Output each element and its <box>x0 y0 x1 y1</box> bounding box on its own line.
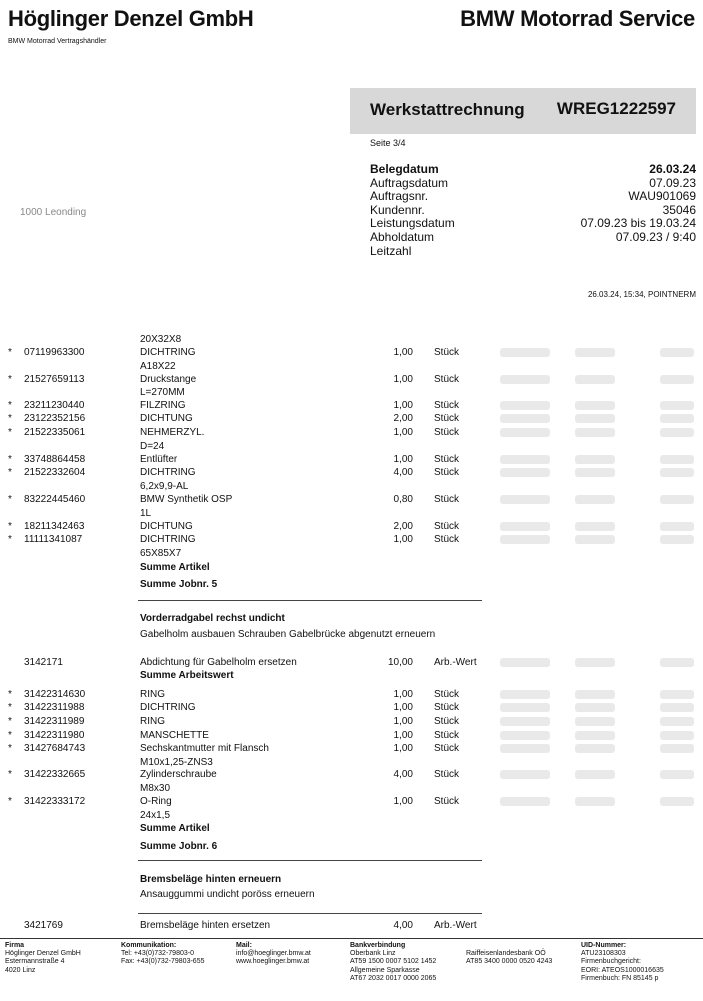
footer-heading <box>466 942 552 950</box>
item-description: Summe Jobnr. 6 <box>140 841 218 852</box>
redacted-price <box>500 690 550 699</box>
table-row <box>0 669 703 682</box>
invoice-number: WREG1222597 <box>556 99 676 118</box>
unit: Stück <box>434 716 460 727</box>
item-description: RING <box>140 689 165 700</box>
redacted-price <box>500 731 550 740</box>
unit: Stück <box>434 534 460 545</box>
redacted-price <box>500 522 550 531</box>
table-row <box>0 453 703 466</box>
table-row <box>0 782 703 795</box>
redacted-price <box>660 717 694 726</box>
table-row <box>0 742 703 755</box>
unit: Arb.-Wert <box>434 657 477 668</box>
part-number: 07119963300 <box>24 347 85 358</box>
row-star: * <box>8 769 12 780</box>
part-number: 31422333172 <box>24 796 86 807</box>
part-number: 11111341087 <box>24 534 83 545</box>
redacted-price <box>575 770 615 779</box>
part-number: 31422311988 <box>24 702 85 713</box>
table-row <box>0 440 703 453</box>
redacted-price <box>660 414 694 423</box>
table-row <box>0 688 703 701</box>
redacted-price <box>500 658 550 667</box>
item-description: Summe Arbeitswert <box>140 670 234 681</box>
redacted-price <box>575 797 615 806</box>
redacted-price <box>500 717 550 726</box>
redacted-price <box>575 455 615 464</box>
address-partial: 1000 Leonding <box>20 207 87 218</box>
footer-heading: Mail: <box>236 942 252 949</box>
item-description: Druckstange <box>140 374 197 385</box>
item-description: DICHTRING <box>140 702 196 713</box>
row-star: * <box>8 796 12 807</box>
table-row <box>0 795 703 808</box>
table-row <box>0 628 703 641</box>
item-description: Ansauggummi undicht poröss erneuern <box>140 889 315 900</box>
page-number: Seite 3/4 <box>370 138 406 148</box>
unit: Stück <box>434 347 460 358</box>
table-row <box>0 822 703 835</box>
part-number: 31427684743 <box>24 743 86 754</box>
table-row <box>0 507 703 520</box>
footer-line: AT67 2032 0017 0000 2065 <box>350 974 437 982</box>
meta-row <box>370 231 696 245</box>
table-row <box>0 480 703 493</box>
footer-heading: Kommunikation: <box>121 942 177 949</box>
redacted-price <box>660 797 694 806</box>
unit: Stück <box>434 689 460 700</box>
footer-line: info@hoeglinger.bmw.at <box>236 950 311 958</box>
item-description: Summe Artikel <box>140 562 210 573</box>
footer-line: Firmenbuch: FN 85145 p <box>581 974 659 982</box>
section-divider <box>138 600 482 601</box>
table-row <box>0 466 703 479</box>
meta-value: 07.09.23 / 9:40 <box>615 229 696 244</box>
unit: Stück <box>434 521 460 532</box>
table-row <box>0 533 703 546</box>
quantity: 1,00 <box>393 347 413 358</box>
footer-line: Oberbank Linz <box>350 950 396 958</box>
redacted-price <box>500 468 550 477</box>
unit: Stück <box>434 494 460 505</box>
footer-heading: UID-Nummer: <box>581 942 627 949</box>
table-row <box>0 809 703 822</box>
footer-line: Estermannstraße 4 <box>5 958 65 966</box>
quantity: 1,00 <box>393 702 413 713</box>
table-row <box>0 493 703 506</box>
redacted-price <box>575 717 615 726</box>
redacted-price <box>575 690 615 699</box>
footer-uid <box>581 942 664 983</box>
quantity: 1,00 <box>393 716 413 727</box>
table-row <box>0 386 703 399</box>
item-description: Bremsbeläge hinten erneuern <box>140 874 282 885</box>
footer-line: Allgemeine Sparkasse <box>350 966 420 974</box>
row-star: * <box>8 454 12 465</box>
footer-line: Raiffeisenlandesbank OÖ <box>466 950 546 958</box>
part-number: 3421769 <box>24 920 63 931</box>
quantity: 4,00 <box>393 467 413 478</box>
item-description: Bremsbeläge hinten ersetzen <box>140 920 271 931</box>
footer-line: EORI: ATEOS1000016635 <box>581 966 664 974</box>
meta-value: 26.03.24 <box>649 162 696 176</box>
unit: Stück <box>434 743 460 754</box>
redacted-price <box>660 535 694 544</box>
redacted-price <box>500 770 550 779</box>
item-description: Sechskantmutter mit Flansch <box>140 743 269 754</box>
redacted-price <box>575 468 615 477</box>
unit: Stück <box>434 796 460 807</box>
footer-bank <box>350 942 436 983</box>
meta-value: 07.09.23 <box>649 175 696 190</box>
redacted-price <box>575 744 615 753</box>
meta-row <box>370 245 696 259</box>
redacted-price <box>660 658 694 667</box>
footer <box>0 938 703 1001</box>
item-description: DICHTUNG <box>140 521 193 532</box>
redacted-price <box>500 744 550 753</box>
redacted-price <box>660 375 694 384</box>
meta-row <box>370 190 696 204</box>
quantity: 10,00 <box>387 657 413 668</box>
item-description: MANSCHETTE <box>140 730 209 741</box>
print-stamp: 26.03.24, 15:34, POINTNERM <box>587 290 696 299</box>
table-row <box>0 840 703 853</box>
service-title: BMW Motorrad Service <box>460 6 695 31</box>
item-description: Summe Artikel <box>140 823 210 834</box>
item-description: A18X22 <box>140 361 176 372</box>
item-description: DICHTRING <box>140 347 196 358</box>
table-row <box>0 919 703 932</box>
item-description: DICHTRING <box>140 534 196 545</box>
quantity: 1,00 <box>393 796 413 807</box>
item-description: BMW Synthetik OSP <box>140 494 233 505</box>
footer-line: Firmenbuchgericht: <box>581 958 641 966</box>
footer-line: Höglinger Denzel GmbH <box>5 950 81 958</box>
redacted-price <box>575 703 615 712</box>
footer-line: Tel: +43(0)732-79803-0 <box>121 950 194 958</box>
redacted-price <box>575 414 615 423</box>
item-description: Zylinderschraube <box>140 769 217 780</box>
unit: Stück <box>434 454 460 465</box>
redacted-price <box>500 428 550 437</box>
row-star: * <box>8 347 12 358</box>
row-star: * <box>8 400 12 411</box>
part-number: 31422332665 <box>24 769 86 780</box>
meta-label: Leistungsdatum <box>370 216 455 231</box>
quantity: 2,00 <box>393 413 413 424</box>
meta-label: Kundennr. <box>370 202 425 217</box>
table-row <box>0 399 703 412</box>
part-number: 31422311989 <box>24 716 85 727</box>
part-number: 31422314630 <box>24 689 86 700</box>
item-description: NEHMERZYL. <box>140 427 205 438</box>
redacted-price <box>575 535 615 544</box>
part-number: 21527659113 <box>24 374 85 385</box>
row-star: * <box>8 521 12 532</box>
table-row <box>0 715 703 728</box>
invoice-meta <box>370 163 696 258</box>
redacted-price <box>575 495 615 504</box>
item-description: 6,2x9,9-AL <box>140 481 189 492</box>
meta-label: Auftragsnr. <box>370 189 429 204</box>
meta-row <box>370 177 696 191</box>
quantity: 4,00 <box>393 769 413 780</box>
redacted-price <box>500 414 550 423</box>
table-row <box>0 656 703 669</box>
redacted-price <box>660 744 694 753</box>
part-number: 31422311980 <box>24 730 85 741</box>
redacted-price <box>660 770 694 779</box>
table-row <box>0 888 703 901</box>
table-row <box>0 360 703 373</box>
table-row <box>0 520 703 533</box>
footer-firma <box>5 942 81 975</box>
dealer-subtitle: BMW Motorrad Vertragshändler <box>8 38 107 45</box>
part-number: 3142171 <box>24 657 63 668</box>
item-description: 1L <box>140 508 152 519</box>
footer-heading: Firma <box>5 942 25 949</box>
part-number: 23211230440 <box>24 400 85 411</box>
item-description: Entlüfter <box>140 454 178 465</box>
table-row <box>0 729 703 742</box>
footer-line: www.hoeglinger.bmw.at <box>236 958 310 966</box>
part-number: 33748864458 <box>24 454 86 465</box>
part-number: 21522335061 <box>24 427 86 438</box>
redacted-price <box>660 428 694 437</box>
part-number: 83222445460 <box>24 494 86 505</box>
item-description: M10x1,25-ZNS3 <box>140 757 213 768</box>
quantity: 2,00 <box>393 521 413 532</box>
quantity: 1,00 <box>393 374 413 385</box>
redacted-price <box>575 522 615 531</box>
item-description: 24x1,5 <box>140 810 171 821</box>
table-row <box>0 373 703 386</box>
item-description: 65X85X7 <box>140 548 182 559</box>
meta-row <box>370 204 696 218</box>
redacted-price <box>660 522 694 531</box>
company-name: Höglinger Denzel GmbH <box>8 6 254 31</box>
item-description: DICHTUNG <box>140 413 193 424</box>
redacted-price <box>660 455 694 464</box>
quantity: 1,00 <box>393 454 413 465</box>
footer-heading: Bankverbindung <box>350 942 406 949</box>
table-row <box>0 701 703 714</box>
meta-value: WAU901069 <box>628 189 696 204</box>
quantity: 4,00 <box>393 920 413 931</box>
row-star: * <box>8 743 12 754</box>
redacted-price <box>575 375 615 384</box>
redacted-price <box>660 495 694 504</box>
meta-row <box>370 163 696 177</box>
unit: Stück <box>434 400 460 411</box>
meta-label: Abholdatum <box>370 229 435 244</box>
table-row <box>0 333 703 346</box>
quantity: 1,00 <box>393 730 413 741</box>
unit: Stück <box>434 467 460 478</box>
row-star: * <box>8 494 12 505</box>
redacted-price <box>500 401 550 410</box>
unit: Stück <box>434 730 460 741</box>
redacted-price <box>575 401 615 410</box>
redacted-price <box>660 703 694 712</box>
quantity: 1,00 <box>393 743 413 754</box>
quantity: 1,00 <box>393 534 413 545</box>
footer-bank2 <box>466 942 552 967</box>
invoice-title: Werkstattrechnung <box>370 100 525 119</box>
footer-line: AT59 1500 0007 5102 1452 <box>350 958 437 966</box>
table-row <box>0 412 703 425</box>
table-row <box>0 426 703 439</box>
table-row <box>0 346 703 359</box>
unit: Stück <box>434 769 460 780</box>
row-star: * <box>8 730 12 741</box>
meta-value: 07.09.23 bis 19.03.24 <box>580 216 696 231</box>
quantity: 1,00 <box>393 427 413 438</box>
item-description: 20X32X8 <box>140 334 182 345</box>
quantity: 1,00 <box>393 689 413 700</box>
redacted-price <box>660 731 694 740</box>
part-number: 21522332604 <box>24 467 86 478</box>
item-description: D=24 <box>140 441 165 452</box>
row-star: * <box>8 427 12 438</box>
redacted-price <box>500 703 550 712</box>
section-divider <box>138 913 482 914</box>
item-description: M8x30 <box>140 783 171 794</box>
unit: Stück <box>434 702 460 713</box>
item-description: Abdichtung für Gabelholm ersetzen <box>140 657 297 668</box>
footer-kommunikation <box>121 942 204 967</box>
unit: Arb.-Wert <box>434 920 477 931</box>
table-row <box>0 768 703 781</box>
footer-mail <box>236 942 311 967</box>
redacted-price <box>575 731 615 740</box>
row-star: * <box>8 702 12 713</box>
item-description: FILZRING <box>140 400 186 411</box>
unit: Stück <box>434 427 460 438</box>
item-description: L=270MM <box>140 387 185 398</box>
part-number: 23122352156 <box>24 413 86 424</box>
table-row <box>0 547 703 560</box>
redacted-price <box>500 797 550 806</box>
quantity: 1,00 <box>393 400 413 411</box>
redacted-price <box>575 428 615 437</box>
unit: Stück <box>434 374 460 385</box>
redacted-price <box>660 348 694 357</box>
redacted-price <box>575 658 615 667</box>
row-star: * <box>8 413 12 424</box>
redacted-price <box>660 690 694 699</box>
redacted-price <box>500 455 550 464</box>
row-star: * <box>8 689 12 700</box>
meta-value: 35046 <box>662 202 696 217</box>
section-divider <box>138 860 482 861</box>
meta-label: Belegdatum <box>370 162 439 176</box>
row-star: * <box>8 467 12 478</box>
table-row <box>0 612 703 625</box>
footer-line: AT85 3400 0000 0520 4243 <box>466 958 553 966</box>
row-star: * <box>8 374 12 385</box>
table-row <box>0 561 703 574</box>
part-number: 18211342463 <box>24 521 85 532</box>
table-row <box>0 873 703 886</box>
meta-label: Auftragsdatum <box>370 175 449 190</box>
footer-line: Fax: +43(0)732-79803-655 <box>121 958 205 966</box>
item-description: RING <box>140 716 165 727</box>
row-star: * <box>8 534 12 545</box>
invoice-header-box <box>350 88 696 134</box>
footer-line: ATU23108303 <box>581 950 626 958</box>
redacted-price <box>660 401 694 410</box>
meta-row <box>370 217 696 231</box>
item-description: Vorderradgabel rechst undicht <box>140 613 285 624</box>
redacted-price <box>660 468 694 477</box>
unit: Stück <box>434 413 460 424</box>
row-star: * <box>8 716 12 727</box>
table-row <box>0 578 703 591</box>
redacted-price <box>500 375 550 384</box>
redacted-price <box>500 495 550 504</box>
item-description: Summe Jobnr. 5 <box>140 579 218 590</box>
redacted-price <box>575 348 615 357</box>
footer-line: 4020 Linz <box>5 966 36 974</box>
meta-label: Leitzahl <box>370 243 412 258</box>
redacted-price <box>500 535 550 544</box>
quantity: 0,80 <box>393 494 413 505</box>
item-description: DICHTRING <box>140 467 196 478</box>
redacted-price <box>500 348 550 357</box>
item-description: O-Ring <box>140 796 172 807</box>
item-description: Gabelholm ausbauen Schrauben Gabelbrücke abgenutzt erneuern <box>140 629 436 640</box>
